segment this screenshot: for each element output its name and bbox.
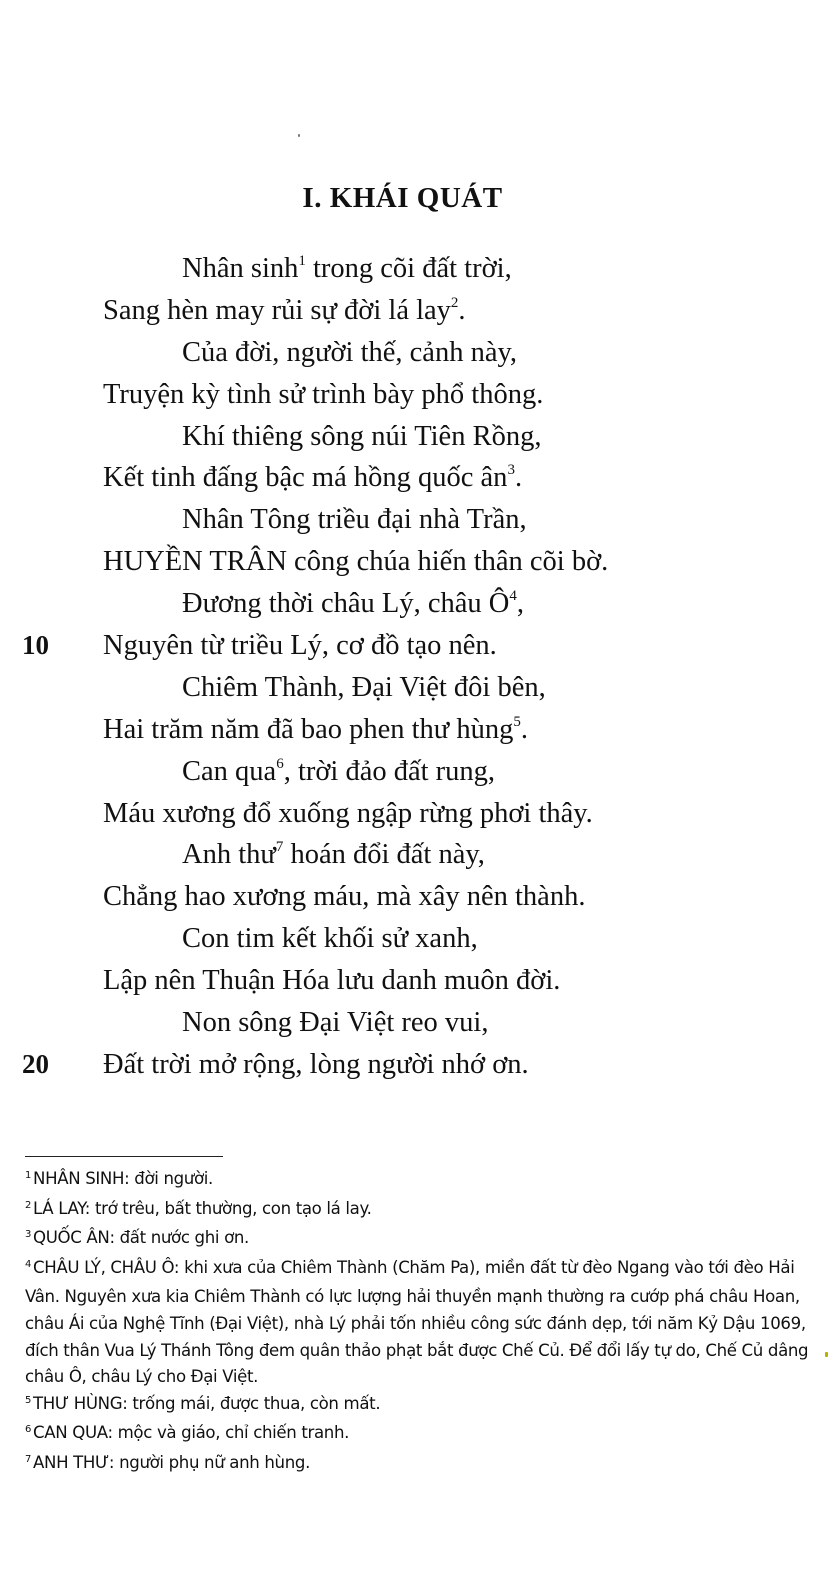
footnote-ref: 7 — [275, 839, 284, 856]
footnote — [25, 1391, 815, 1421]
footnote-text: QUỐC ÂN: đất nước ghi ơn. — [33, 1228, 249, 1248]
line-text: Hai trăm năm đã bao phen thư hùng — [103, 713, 514, 745]
poem-line — [0, 918, 835, 960]
footnote-ref: 4 — [509, 588, 517, 605]
line-text: HUYỀN TRÂN công chúa hiến thân cõi bờ. — [103, 546, 609, 578]
line-text-after: . — [458, 294, 466, 326]
footnote-mark: 3 — [25, 1229, 32, 1241]
scan-speck — [298, 134, 300, 137]
line-text: Nhân Tông triều đại nhà Trần, — [182, 504, 527, 536]
line-text: Con tim kết khối sử xanh, — [182, 923, 478, 955]
footnote-ref: 1 — [298, 253, 306, 269]
footnote-ref: 2 — [450, 294, 459, 311]
line-number: 10 — [22, 630, 49, 661]
footnote — [25, 1420, 815, 1450]
line-text: Nhân sinh — [182, 253, 299, 284]
footnote — [25, 1166, 815, 1196]
line-text: Chiêm Thành, Đại Việt đôi bên, — [182, 671, 546, 703]
poem-line — [0, 457, 835, 499]
poem-line — [0, 541, 835, 583]
poem-line — [0, 416, 835, 458]
footnote-ref: 3 — [507, 462, 515, 479]
line-text: Non sông Đại Việt reo vui, — [182, 1007, 489, 1039]
line-text-after: trong cõi đất trời, — [305, 253, 512, 284]
line-text-after: . — [520, 713, 529, 745]
line-text: Đất trời mở rộng, lòng người nhớ ơn. — [103, 1048, 529, 1080]
poem-line — [0, 374, 835, 416]
section-heading: I. KHÁI QUÁT — [302, 182, 503, 214]
line-text-after: , — [516, 588, 524, 620]
line-text: Kết tinh đấng bậc má hồng quốc ân — [103, 462, 508, 494]
footnote-mark: 2 — [25, 1199, 32, 1211]
line-text: Truyện kỳ tình sử trình bày phổ thông. — [103, 378, 544, 410]
poem-line — [0, 290, 835, 332]
footnote — [25, 1450, 815, 1480]
line-text-after: , trời đảo đất rung, — [283, 755, 496, 787]
line-text-after: hoán đổi đất này, — [283, 839, 485, 871]
poem-line — [0, 583, 835, 625]
line-text: Anh thư — [182, 839, 276, 871]
poem-line — [0, 960, 835, 1002]
poem-line — [0, 751, 835, 793]
footnote — [25, 1225, 815, 1255]
footnote-text: NHÂN SINH: đời người. — [33, 1169, 213, 1188]
footnote-text: CHÂU LÝ, CHÂU Ô: khi xưa của Chiêm Thành (Chăm Pa), miền đất từ đèo Ngang vào tới đèo Hải Vân. Nguyên xưa kia Chiêm Thành có lực lượng hải thuyền mạnh thường ra cướp phá châu Hoan, châu Ái của Nghệ Tĩnh (Đại Việt), nhà Lý phải tốn nhiều công sức đánh dẹp, tới năm Kỷ Dậu 1069, đích thân Vua Lý Thánh Tông đem quân thảo phạt bắt được Chế Củ. Để đổi lấy tự do, Chế Củ dâng châu Ô, châu Lý cho Đại Việt. — [25, 1257, 809, 1387]
footnote-text: THƯ HÙNG: trống mái, được thua, còn mất. — [33, 1393, 381, 1413]
line-text: Máu xương đổ xuống ngập rừng phơi thây. — [103, 797, 593, 829]
poem-line — [0, 1044, 835, 1086]
footnotes — [25, 1166, 815, 1480]
footnote-text: CAN QUA: mộc và giáo, chỉ chiến tranh. — [33, 1423, 350, 1443]
line-text: Nguyên từ triều Lý, cơ đồ tạo nên. — [103, 630, 497, 662]
line-text: Lập nên Thuận Hóa lưu danh muôn đời. — [103, 965, 561, 997]
line-text: Sang hèn may rủi sự đời lá lay — [103, 294, 451, 326]
line-number: 20 — [22, 1048, 49, 1079]
footnote-text: ANH THƯ: người phụ nữ anh hùng. — [33, 1452, 310, 1472]
poem-line — [0, 332, 835, 374]
poem-line — [0, 625, 835, 667]
scan-speck — [825, 1352, 828, 1357]
poem-line — [0, 876, 835, 918]
poem-line — [0, 709, 835, 751]
footnote-mark: 7 — [25, 1453, 32, 1465]
line-text: Khí thiêng sông núi Tiên Rồng, — [182, 420, 542, 452]
footnote-ref: 6 — [276, 755, 284, 772]
footnote-mark: 4 — [25, 1258, 32, 1270]
poem-line — [0, 667, 835, 709]
footnote-text: LÁ LAY: trớ trêu, bất thường, con tạo lá lay. — [33, 1198, 372, 1218]
poem-line — [0, 248, 835, 290]
footnote-divider — [25, 1156, 223, 1157]
footnote-mark: 6 — [25, 1424, 32, 1436]
poem-line — [0, 793, 835, 835]
line-text: Của đời, người thế, cảnh này, — [182, 336, 518, 368]
footnote-mark: 5 — [25, 1394, 32, 1406]
footnote — [25, 1196, 815, 1226]
footnote — [25, 1255, 815, 1391]
footnote-ref: 5 — [513, 713, 521, 730]
poem-line — [0, 1002, 835, 1044]
poem — [0, 248, 835, 1086]
line-text: Can qua — [182, 755, 277, 787]
poem-line — [0, 499, 835, 541]
poem-line — [0, 834, 835, 876]
line-text: Đương thời châu Lý, châu Ô — [182, 588, 510, 620]
line-text: Chẳng hao xương máu, mà xây nên thành. — [103, 881, 586, 913]
line-text-after: . — [514, 462, 523, 494]
footnote-mark: 1 — [25, 1170, 32, 1181]
